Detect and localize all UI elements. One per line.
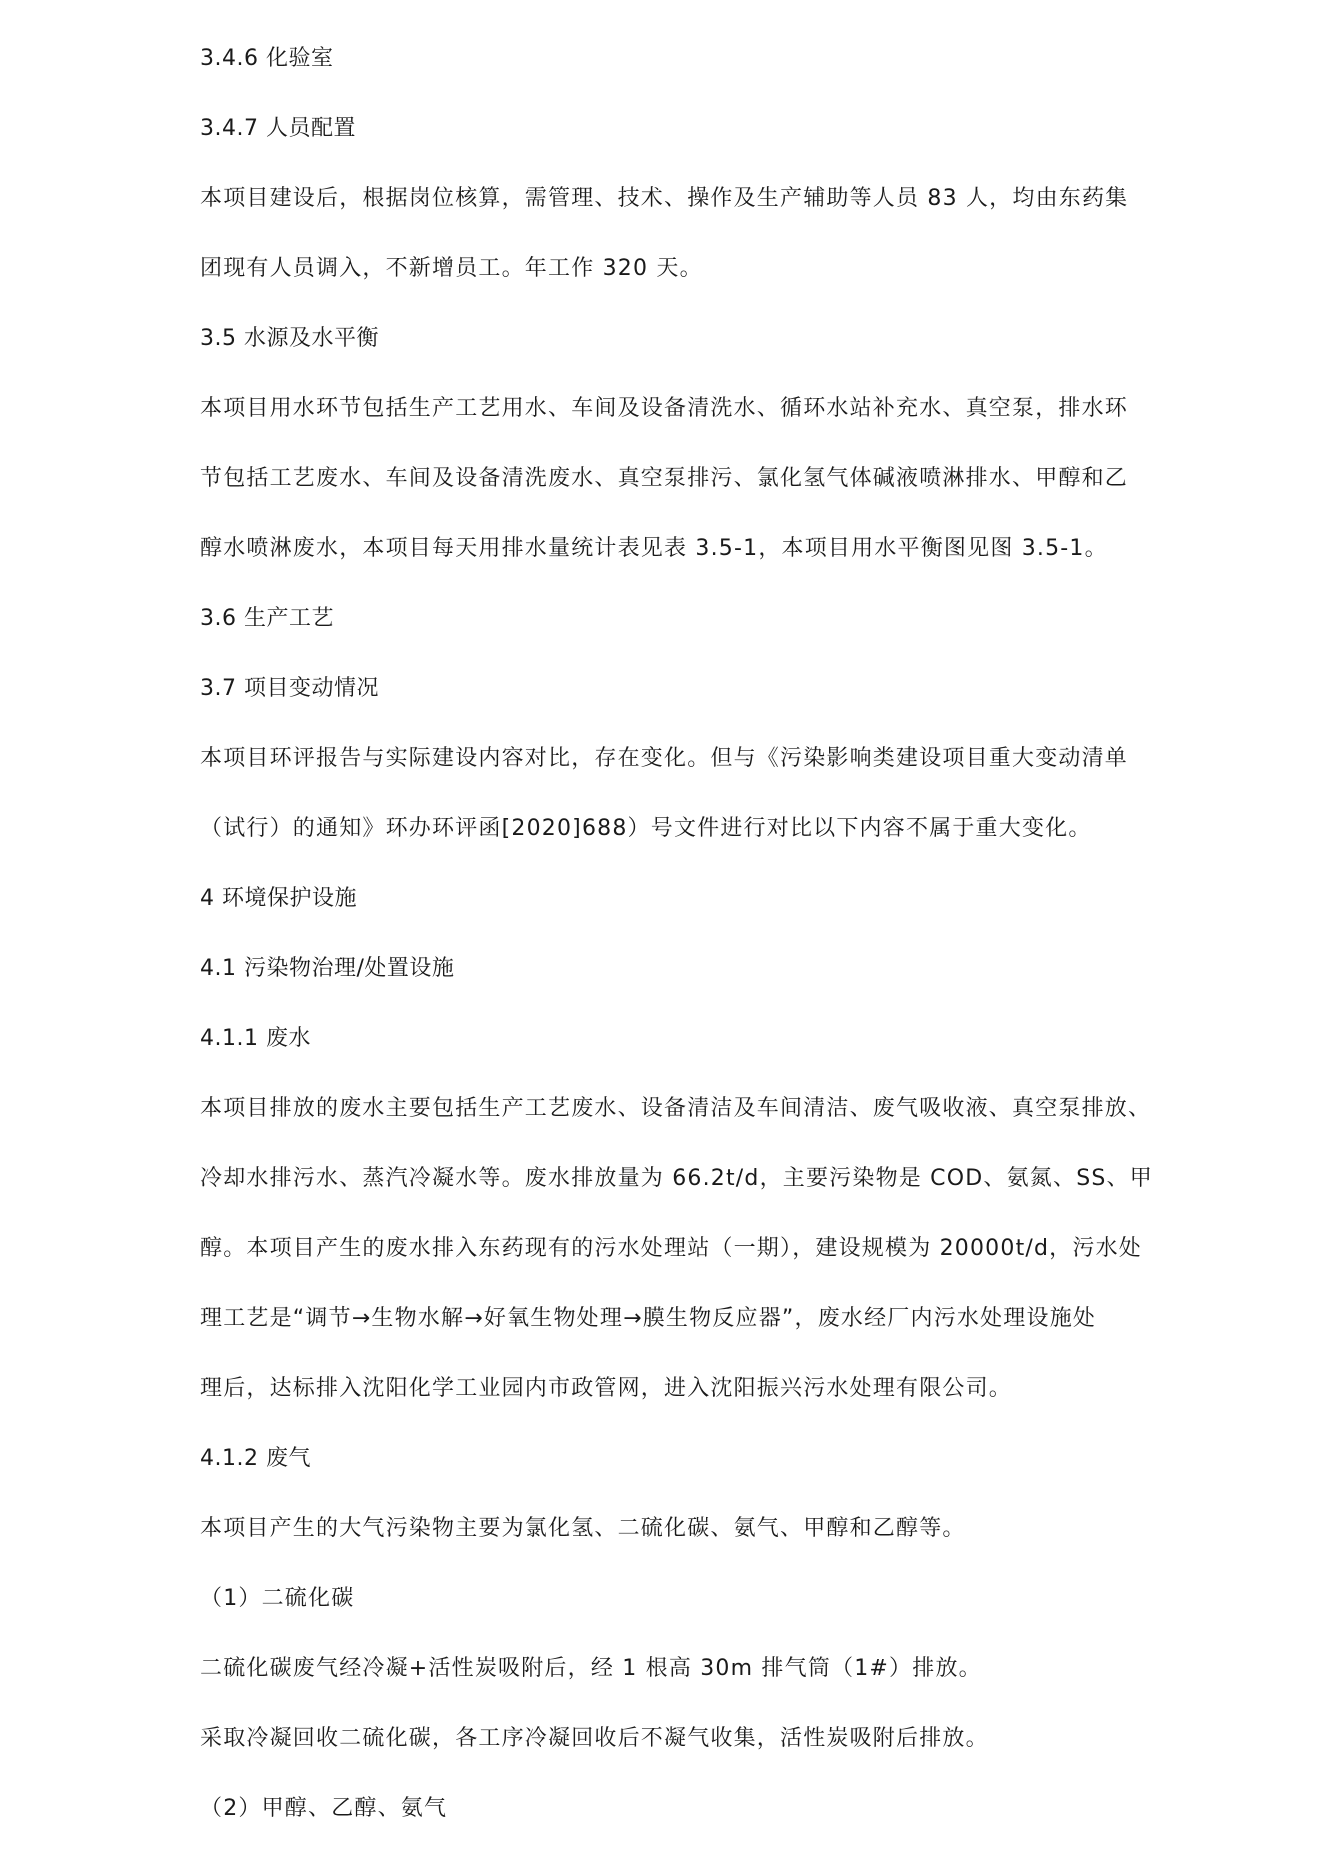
paragraph-line: 采取冷凝回收二硫化碳，各工序冷凝回收后不凝气收集，活性炭吸附后排放。 [200,1726,989,1751]
paragraph-line: 理后，达标排入沈阳化学工业园内市政管网，进入沈阳振兴污水处理有限公司。 [200,1376,1013,1401]
section-heading-4: 4 环境保护设施 [200,886,357,911]
paragraph-line: 本项目产生的大气污染物主要为氯化氢、二硫化碳、氨气、甲醇和乙醇等。 [200,1516,966,1541]
paragraph-line: 本项目用水环节包括生产工艺用水、车间及设备清洗水、循环水站补充水、真空泵，排水环 [200,396,1129,421]
section-heading-3-5: 3.5 水源及水平衡 [200,326,379,351]
section-heading-3-6: 3.6 生产工艺 [200,606,334,631]
paragraph-line: 本项目排放的废水主要包括生产工艺废水、设备清洁及车间清洁、废气吸收液、真空泵排放、 [200,1096,1152,1121]
section-heading-4-1-1: 4.1.1 废水 [200,1026,311,1051]
section-heading-4-1: 4.1 污染物治理/处置设施 [200,956,455,981]
section-heading-3-4-6: 3.4.6 化验室 [200,46,334,71]
paragraph-line: 团现有人员调入，不新增员工。年工作 320 天。 [200,256,703,281]
paragraph-line: 冷却水排污水、蒸汽冷凝水等。废水排放量为 66.2t/d，主要污染物是 COD、氨氮、SS、甲 [200,1166,1153,1191]
paragraph-line: 节包括工艺废水、车间及设备清洗废水、真空泵排污、氯化氢气体碱液喷淋排水、甲醇和乙 [200,466,1129,491]
paragraph-line: 醇水喷淋废水，本项目每天用排水量统计表见表 3.5-1，本项目用水平衡图见图 3.5-1。 [200,536,1108,561]
section-heading-3-4-7: 3.4.7 人员配置 [200,116,356,141]
paragraph-line: 醇。本项目产生的废水排入东药现有的污水处理站（一期），建设规模为 20000t/d，污水处 [200,1236,1142,1261]
paragraph-line: 二硫化碳废气经冷凝+活性炭吸附后，经 1 根高 30m 排气筒（1#）排放。 [200,1656,982,1681]
list-item-heading: （2）甲醇、乙醇、氨气 [200,1796,448,1821]
section-heading-4-1-2: 4.1.2 废气 [200,1446,311,1471]
section-heading-3-7: 3.7 项目变动情况 [200,676,379,701]
list-item-heading: （1）二硫化碳 [200,1586,355,1611]
paragraph-line: 本项目环评报告与实际建设内容对比，存在变化。但与《污染影响类建设项目重大变动清单 [200,746,1129,771]
paragraph-line: 理工艺是“调节→生物水解→好氧生物处理→膜生物反应器”，废水经厂内污水处理设施处 [200,1306,1097,1331]
paragraph-line: （试行）的通知》环办环评函[2020]688）号文件进行对比以下内容不属于重大变化。 [200,816,1092,841]
paragraph-line: 本项目建设后，根据岗位核算，需管理、技术、操作及生产辅助等人员 83 人，均由东药集 [200,186,1129,211]
